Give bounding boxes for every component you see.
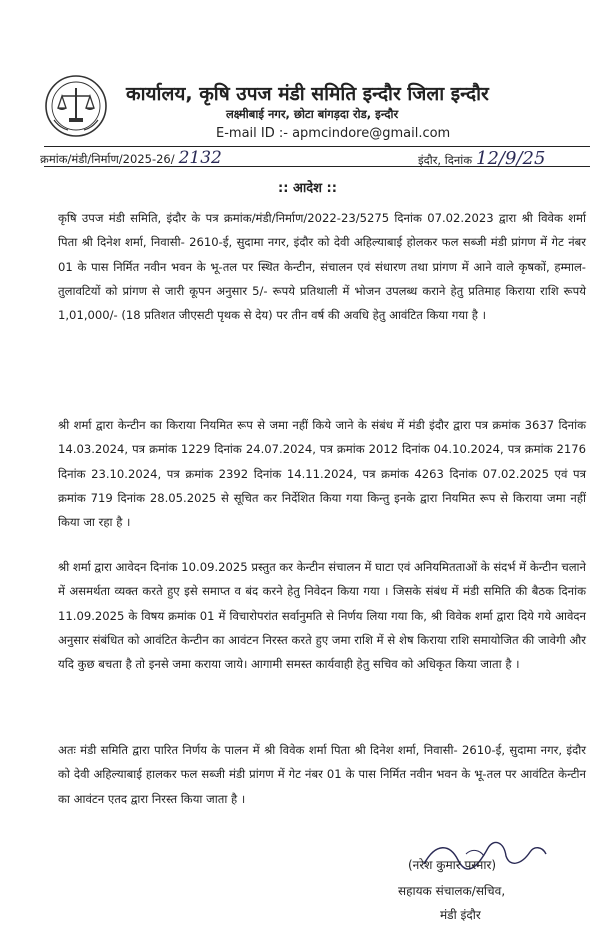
reference-number-prefix: क्रमांक/मंडी/निर्माण/2025-26/: [40, 152, 175, 166]
mandi-emblem-logo: [44, 74, 108, 138]
paragraph-allotment: कृषि उपज मंडी समिति, इंदौर के पत्र क्रमांक/मंडी/निर्माण/2022-23/5275 दिनांक 07.02.2023 द्वारा श्री विवेक शर्मा पिता श्री दिनेश शर्मा, निवासी- 2610-ई, सुदामा नगर, इंदौर को देवी अहिल्याबाई होलकर फल सब्जी मंडी प्रांगण में गेट नंबर 01 के पास निर्मित नवीन भवन के भू-तल पर स्थित केन्टीन, संचालन एवं संधारण तथा प्रांगण में आने वाले कृषकों, हम्माल-तुलावटियों को प्रांगण से जारी कूपन अनुसार 5/- रूपये प्रतिथाली में भोजन उपलब्ध कराने हेतु प्रतिमाह किराया राशि रूपये 1,01,000/- (18 प्रतिशत जीएसटी पृथक से देय) पर तीन वर्ष की अवधि हेतु आवंटित किया गया है ।: [58, 211, 586, 323]
date-handwritten: 12/9/25: [476, 148, 546, 169]
signatory-place: मंडी इंदौर: [440, 908, 481, 922]
place-label: इंदौर, दिनांक: [418, 153, 473, 167]
header-divider-bottom: [44, 166, 590, 167]
order-heading: :: आदेश ::: [278, 181, 337, 196]
reference-number: [40, 148, 222, 168]
signatory-designation: सहायक संचालक/सचिव,: [398, 884, 506, 898]
office-email: E-mail ID :- apmcindore@gmail.com: [216, 126, 451, 141]
paragraph-application: श्री शर्मा द्वारा आवेदन दिनांक 10.09.2025 प्रस्तुत कर केन्टीन संचालन में घाटा एवं अनियमितताओं के संदर्भ में केन्टीन चलाने में असमर्थता व्यक्त करते हुए इसे समाप्त व बंद करने हेतु निवेदन किया गया । जिसके संबंध में मंडी समिति की बैठक दिनांक 11.09.2025 के विषय क्रमांक 01 में विचारोपरांत सर्वानुमति से निर्णय लिया गया कि, श्री विवेक शर्मा द्वारा दिये गये आवेदन अनुसार संबंधित को आवंटित केन्टीन का आवंटन निरस्त करते हुए जमा राशि में से शेष किराया राशि समायोजित की जावेगी और यदि कुछ बचता है तो इनसे जमा कराया जाये। आगामी समस्त कार्यवाही हेतु सचिव को अधिकृत किया जाता है ।: [58, 560, 586, 672]
office-address: लक्ष्मीबाई नगर, छोटा बांगड़दा रोड, इन्दौर: [226, 107, 399, 121]
header-divider-top: [44, 146, 590, 147]
signatory-name: (नरेश कुमार परमार): [408, 858, 497, 872]
paragraph-rent-default: श्री शर्मा द्वारा केन्टीन का किराया नियमित रूप से जमा नहीं किये जाने के संबंध में मंडी इंदौर द्वारा पत्र क्रमांक 3637 दिनांक 14.03.2024, पत्र क्रमांक 1229 दिनांक 24.07.2024, पत्र क्रमांक 2012 दिनांक 04.10.2024, पत्र क्रमांक 2176 दिनांक 23.10.2024, पत्र क्रमांक 2392 दिनांक 14.11.2024, पत्र क्रमांक 4263 दिनांक 07.02.2025 एवं पत्र क्रमांक 719 दिनांक 28.05.2025 से सूचित कर निर्देशित किया गया किन्तु इनके द्वारा नियमित रूप से किराया जमा नहीं किया जा रहा है ।: [58, 418, 586, 530]
reference-number-handwritten: 2132: [178, 148, 222, 168]
office-title: कार्यालय, कृषि उपज मंडी समिति इन्दौर जिला इन्दौर: [126, 83, 489, 105]
paragraph-order: अतः मंडी समिति द्वारा पारित निर्णय के पालन में श्री विवेक शर्मा पिता श्री दिनेश शर्मा, निवासी- 2610-ई, सुदामा नगर, इंदौर को देवी अहिल्याबाई हालकर फल सब्जी मंडी प्रांगण में गेट नंबर 01 के पास निर्मित नवीन भवन के भू-तल पर आवंटित केन्टीन का आवंटन एतद द्वारा निरस्त किया जाता है ।: [58, 743, 586, 806]
